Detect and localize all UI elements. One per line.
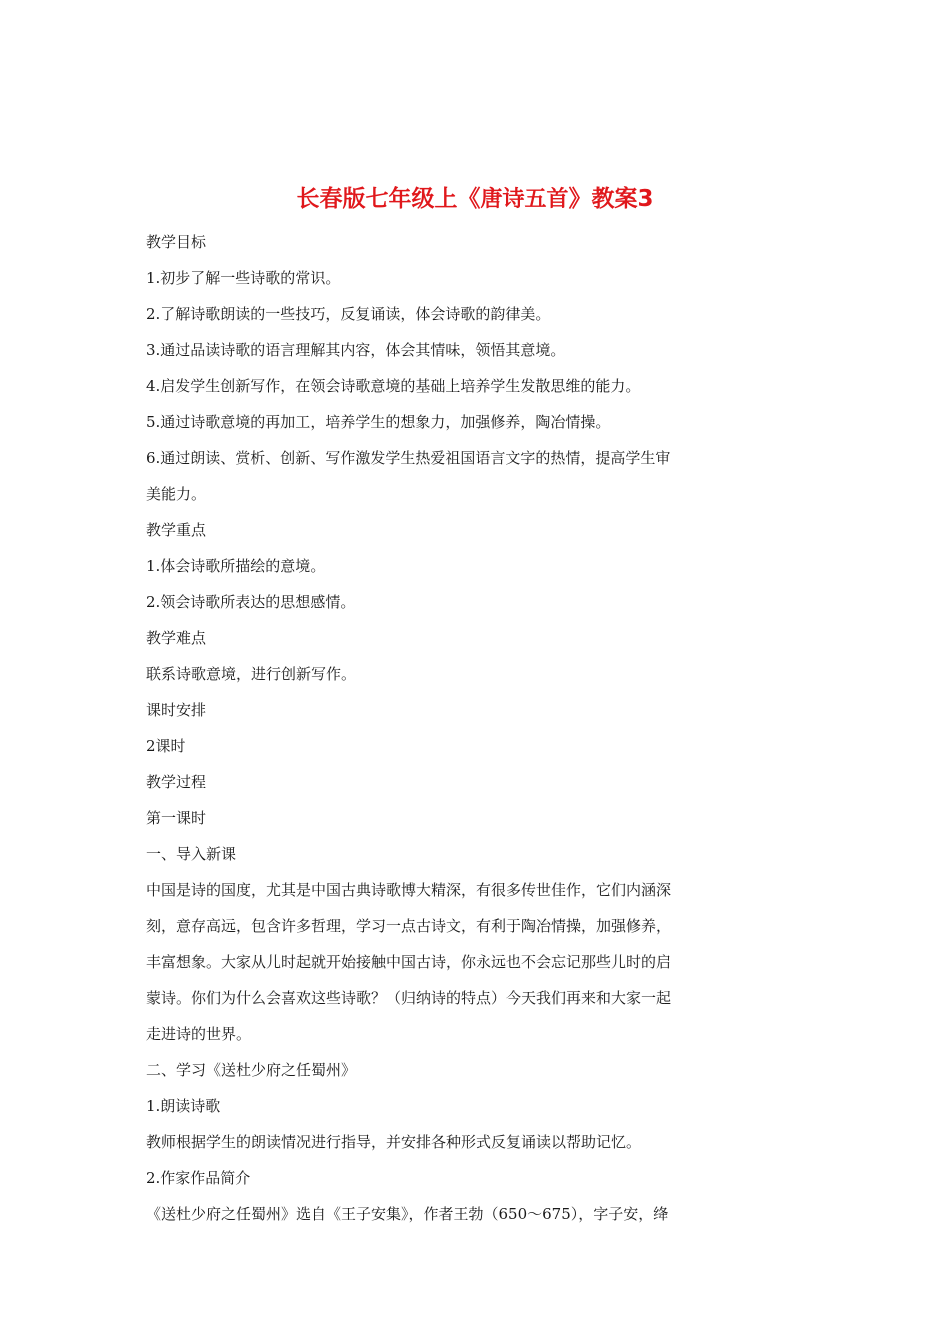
section-heading: 教学难点 xyxy=(146,629,207,647)
paragraph-line: 1.体会诗歌所描绘的意境。 xyxy=(146,557,326,575)
paragraph-line: 联系诗歌意境，进行创新写作。 xyxy=(146,665,357,683)
paragraph-line: 3.通过品读诗歌的语言理解其内容，体会其情味，领悟其意境。 xyxy=(146,341,566,359)
subsection-heading: 一、导入新课 xyxy=(146,845,237,863)
subsection-heading: 二、学习《送杜少府之任蜀州》 xyxy=(146,1061,357,1079)
paragraph-line: 6.通过朗读、赏析、创新、写作激发学生热爱祖国语言文字的热情，提高学生审 xyxy=(146,449,671,467)
document-title xyxy=(0,184,950,215)
paragraph-line: 蒙诗。你们为什么会喜欢这些诗歌？（归纳诗的特点）今天我们再来和大家一起 xyxy=(146,989,672,1007)
paragraph-line: 2课时 xyxy=(146,737,186,755)
paragraph-line: 《送杜少府之任蜀州》选自《王子安集》，作者王勃（650～675），字子安，绛 xyxy=(146,1205,669,1223)
paragraph-line: 1.朗读诗歌 xyxy=(146,1097,221,1115)
section-heading: 教学目标 xyxy=(146,233,207,251)
paragraph-line: 2.领会诗歌所表达的思想感情。 xyxy=(146,593,356,611)
paragraph-line: 教师根据学生的朗读情况进行指导，并安排各种形式反复诵读以帮助记忆。 xyxy=(146,1133,642,1151)
paragraph-line: 美能力。 xyxy=(146,485,207,503)
paragraph-line: 1.初步了解一些诗歌的常识。 xyxy=(146,269,341,287)
section-heading: 课时安排 xyxy=(146,701,207,719)
paragraph-line: 2.作家作品简介 xyxy=(146,1169,251,1187)
title-highlight: 唐诗五首 xyxy=(480,187,569,212)
section-heading: 教学重点 xyxy=(146,521,207,539)
title-suffix: 》教案3 xyxy=(568,186,654,212)
document-body xyxy=(146,224,746,1232)
title-prefix: 长春版七年级上《 xyxy=(296,186,481,212)
section-heading: 第一课时 xyxy=(146,809,207,827)
paragraph-line: 丰富想象。大家从儿时起就开始接触中国古诗，你永远也不会忘记那些儿时的启 xyxy=(146,953,672,971)
paragraph-line: 刻，意存高远，包含许多哲理，学习一点古诗文，有利于陶冶情操，加强修养， xyxy=(146,917,672,935)
paragraph-line: 走进诗的世界。 xyxy=(146,1025,252,1043)
paragraph-line: 2.了解诗歌朗读的一些技巧，反复诵读，体会诗歌的韵律美。 xyxy=(146,305,551,323)
paragraph-line: 4.启发学生创新写作，在领会诗歌意境的基础上培养学生发散思维的能力。 xyxy=(146,377,641,395)
paragraph-line: 5.通过诗歌意境的再加工，培养学生的想象力，加强修养，陶冶情操。 xyxy=(146,413,611,431)
paragraph-line: 中国是诗的国度，尤其是中国古典诗歌博大精深，有很多传世佳作，它们内涵深 xyxy=(146,881,672,899)
section-heading: 教学过程 xyxy=(146,773,207,791)
